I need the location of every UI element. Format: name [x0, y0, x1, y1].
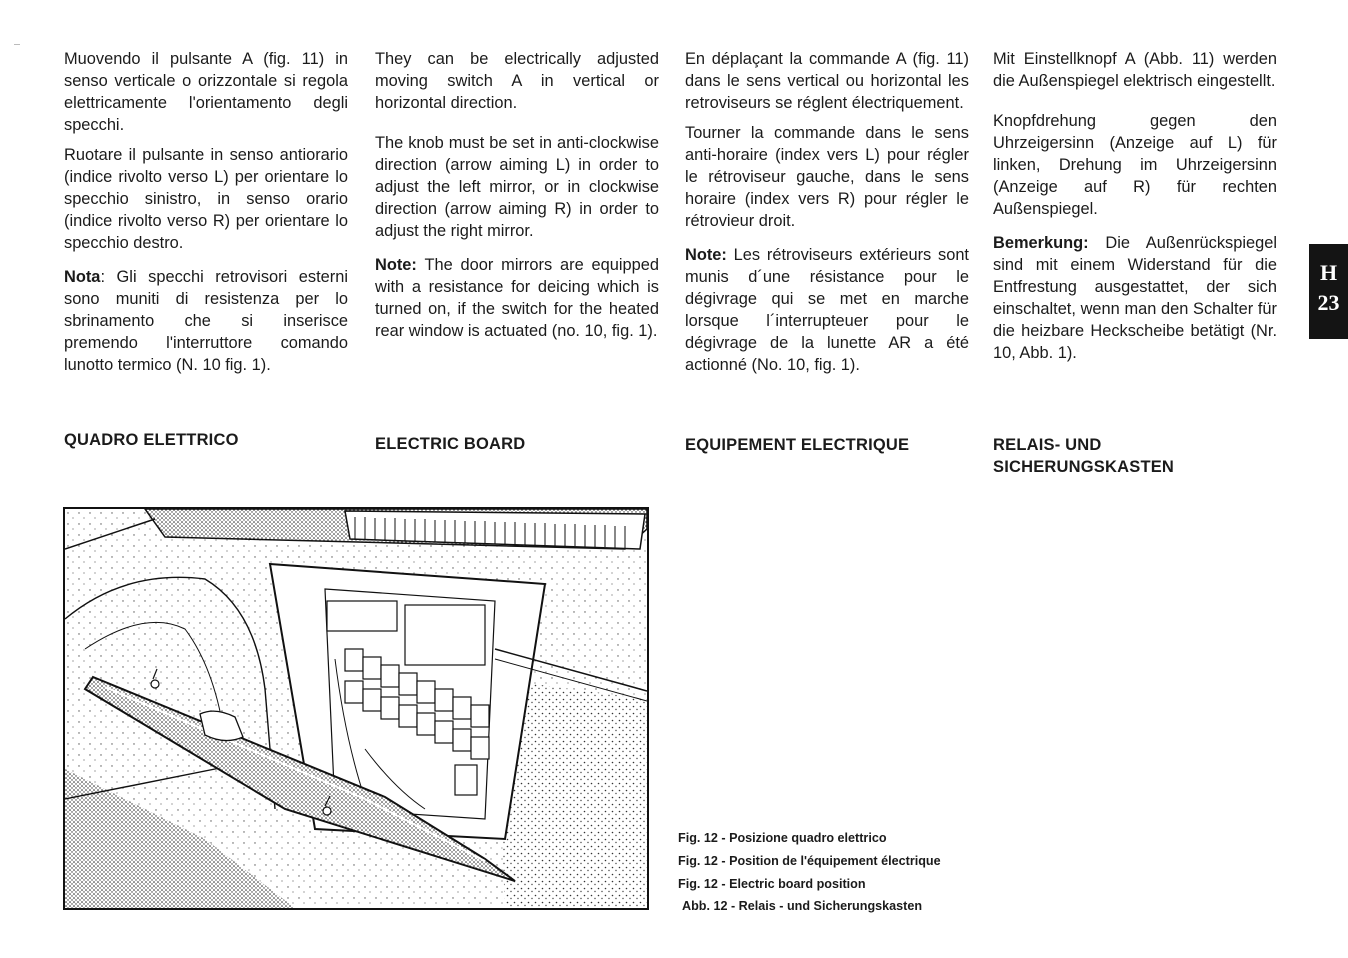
heading-french: EQUIPEMENT ELECTRIQUE: [685, 436, 910, 454]
note-text: : Gli specchi retrovisori esterni sono muniti di resistenza per lo sbrinamento che si inserisce premendo l'interruttore comando lunotto termico (N. 10 fig. 1).: [64, 268, 348, 374]
note-paragraph: [375, 254, 659, 342]
paragraph-2: Ruotare il pulsante in senso antiorario (indice rivolto verso L) per orientare lo specchio sinistro, in senso orario (indice rivolto verso R) per orientare lo specchio destro.: [64, 146, 348, 252]
paragraph-2: The knob must be set in anti-clockwise direction (arrow aiming L) in order to adjust the left mirror, or in clockwise direction (arrow aiming R) in order to adjust the right mirror.: [375, 134, 659, 240]
note-paragraph: [64, 266, 348, 376]
caption-german: Abb. 12 - Relais - und Sicherungskasten: [682, 899, 923, 914]
margin-mark: [14, 44, 20, 45]
column-german: [993, 48, 1277, 372]
fuse-box-drawing: [65, 509, 647, 908]
paragraph-1: They can be electrically adjusted moving switch A in vertical or horizontal direction.: [375, 50, 659, 112]
note-text: Les rétroviseurs extérieurs sont munis d´une résistance pour le dégivrage qui se met en marche lorsque l´interrupteuer pour le dégivrage de la lunette AR a été actionné (No. 10, fig. 1).: [685, 246, 969, 374]
paragraph-2: Knopfdrehung gegen den Uhrzeigersinn (Anzeige auf L) für linken, Drehung im Uhrzeigersinn (Anzeige auf R) für rechten Außenspiegel.: [993, 112, 1277, 218]
caption-english: Fig. 12 - Electric board position: [678, 876, 866, 891]
note-label: Note:: [375, 256, 417, 274]
page-number: 23: [1317, 290, 1340, 315]
electric-board-illustration: [63, 507, 649, 910]
heading-italian: QUADRO ELETTRICO: [64, 431, 239, 449]
heading-english: ELECTRIC BOARD: [375, 435, 526, 453]
note-label: Nota: [64, 268, 101, 286]
paragraph-1: En déplaçant la commande A (fig. 11) dans le sens vertical ou horizontal les retroviseurs se réglent électriquement.: [685, 50, 969, 112]
note-label: Note:: [685, 246, 727, 264]
note-text: Die Außenrückspiegel sind mit einem Widerstand für die Entfrestung ausgestattet, der sich einschaltet, wenn man den Schalter für die heizbare Heckscheibe betätigt (Nr. 10, Abb. 1).: [993, 234, 1277, 362]
caption-french: Fig. 12 - Position de l'équipement électrique: [678, 853, 941, 868]
column-italian: [64, 48, 348, 384]
figure-captions: [678, 827, 941, 918]
heading-german: RELAIS- UND SICHERUNGSKASTEN: [993, 436, 1175, 476]
paragraph-1: Mit Einstellknopf A (Abb. 11) werden die Außenspiegel elektrisch eingestellt.: [993, 50, 1277, 90]
note-paragraph: [993, 232, 1277, 364]
column-english: [375, 48, 659, 350]
caption-italian: Fig. 12 - Posizione quadro elettrico: [678, 831, 887, 845]
note-paragraph: [685, 244, 969, 376]
section-letter: H: [1319, 260, 1338, 285]
paragraph-1: Muovendo il pulsante A (fig. 11) in senso verticale o orizzontale si regola elettricamente l'orientamento degli specchi.: [64, 50, 348, 134]
note-label: Bemerkung:: [993, 234, 1089, 252]
note-text: The door mirrors are equipped with a resistance for deicing which is turned on, if the switch for the heated rear window is actuated (no. 10, fig. 1).: [375, 256, 659, 340]
paragraph-2: Tourner la commande dans le sens anti-horaire (index vers L) pour régler le rétroviseur gauche, dans le sens horaire (index vers R) pour régler le rétrovieur droit.: [685, 124, 969, 230]
column-french: [685, 48, 969, 384]
section-tab: [1309, 244, 1348, 339]
